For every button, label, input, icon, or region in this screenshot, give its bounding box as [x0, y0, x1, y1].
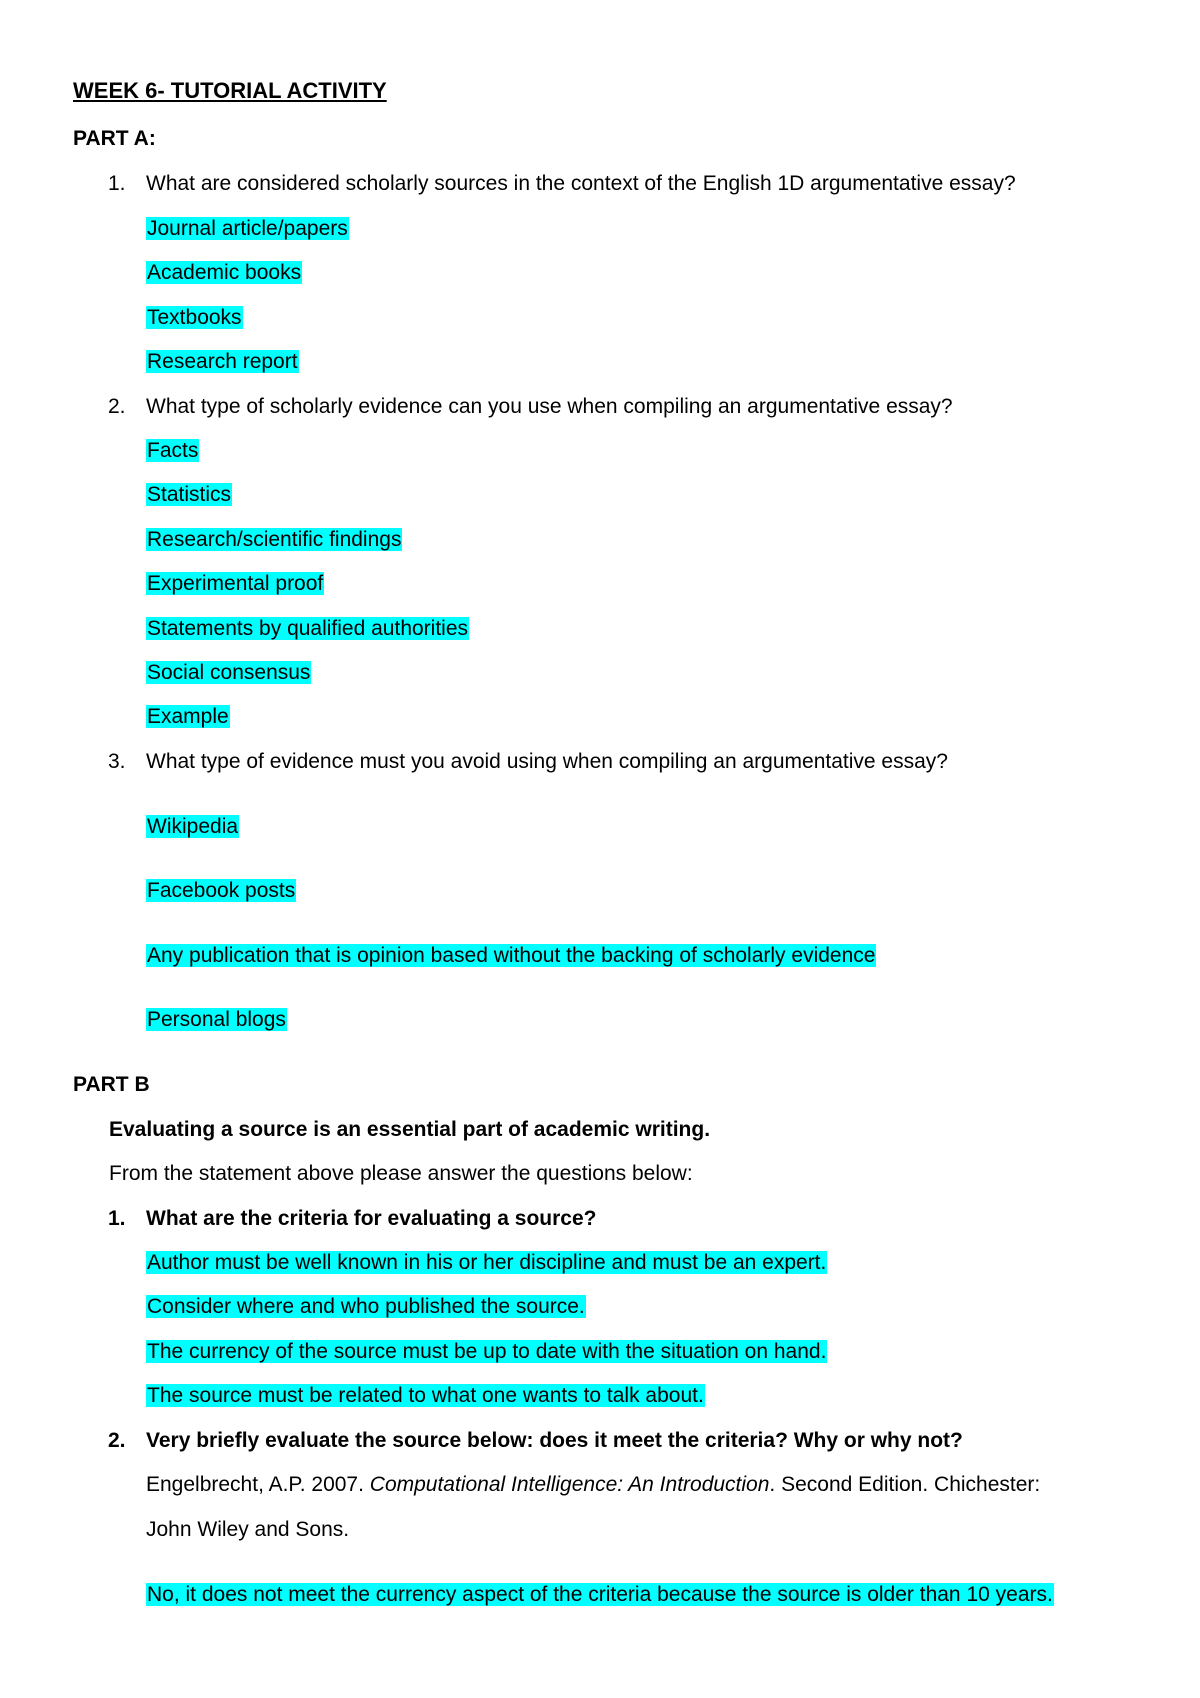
part-a-heading: PART A: — [73, 127, 156, 150]
answer-item — [146, 1294, 586, 1320]
question-number: 3. — [108, 750, 126, 773]
reference-line — [146, 1472, 1040, 1498]
answer-item — [146, 878, 296, 904]
answer-item — [146, 305, 243, 331]
answer-item — [146, 571, 324, 597]
question-number: 2. — [108, 1429, 126, 1452]
page-title: WEEK 6- TUTORIAL ACTIVITY — [73, 78, 387, 103]
answer-item — [146, 482, 232, 508]
reference-suffix: . Second Edition. Chichester: — [769, 1473, 1041, 1496]
highlighted-answer: Textbooks — [147, 306, 242, 329]
highlighted-answer: Any publication that is opinion based without the backing of scholarly evidence — [147, 944, 876, 967]
answer-item — [146, 527, 402, 553]
highlighted-answer: Research report — [147, 350, 298, 373]
answer-item — [146, 943, 876, 969]
reference-publisher: John Wiley and Sons. — [146, 1518, 350, 1541]
answer-item — [146, 216, 349, 242]
question-number: 2. — [108, 395, 126, 418]
highlighted-answer: Statements by qualified authorities — [147, 617, 469, 640]
answer-item — [146, 1339, 827, 1365]
highlighted-answer: The source must be related to what one wants to talk about. — [147, 1384, 704, 1407]
answer-item — [146, 660, 311, 686]
highlighted-answer: No, it does not meet the currency aspect of the criteria because the source is older than 10 years. — [147, 1583, 1053, 1606]
reference-prefix: Engelbrecht, A.P. 2007. — [146, 1473, 370, 1496]
question-text: What are considered scholarly sources in the context of the English 1D argumentative essay? — [146, 172, 1016, 195]
question-text: What type of scholarly evidence can you use when compiling an argumentative essay? — [146, 395, 953, 418]
question-text: What are the criteria for evaluating a source? — [146, 1207, 597, 1230]
highlighted-answer: Facebook posts — [147, 879, 296, 902]
highlighted-answer: Wikipedia — [147, 815, 239, 838]
highlighted-answer: Academic books — [147, 261, 302, 284]
highlighted-answer: Facts — [147, 439, 199, 462]
question-number: 1. — [108, 172, 126, 195]
highlighted-answer: Experimental proof — [147, 572, 324, 595]
highlighted-answer: Consider where and who published the source. — [147, 1295, 585, 1318]
highlighted-answer: Example — [147, 705, 229, 728]
part-b-heading: PART B — [73, 1073, 150, 1096]
highlighted-answer: Research/scientific findings — [147, 528, 402, 551]
answer-item — [146, 349, 299, 375]
answer-item — [146, 1383, 705, 1409]
highlighted-answer: Personal blogs — [147, 1008, 286, 1031]
answer-item — [146, 616, 469, 642]
highlighted-answer: Journal article/papers — [147, 217, 348, 240]
answer-item — [146, 1250, 827, 1276]
question-text: Very briefly evaluate the source below: does it meet the criteria? Why or why not? — [146, 1429, 963, 1452]
highlighted-answer: Social consensus — [147, 661, 311, 684]
highlighted-answer: Statistics — [147, 483, 232, 506]
answer-item — [146, 1007, 287, 1033]
question-number: 1. — [108, 1207, 126, 1230]
part-b-statement: Evaluating a source is an essential part of academic writing. — [109, 1118, 711, 1141]
question-text: What type of evidence must you avoid using when compiling an argumentative essay? — [146, 750, 948, 773]
answer-item — [146, 814, 239, 840]
highlighted-answer: Author must be well known in his or her discipline and must be an expert. — [147, 1251, 827, 1274]
answer-item — [146, 1582, 1054, 1608]
part-b-instruction: From the statement above please answer the questions below: — [109, 1162, 693, 1185]
answer-item — [146, 704, 230, 730]
answer-item — [146, 438, 199, 464]
reference-title: Computational Intelligence: An Introduction — [369, 1473, 770, 1496]
answer-item — [146, 260, 302, 286]
highlighted-answer: The currency of the source must be up to date with the situation on hand. — [147, 1340, 827, 1363]
